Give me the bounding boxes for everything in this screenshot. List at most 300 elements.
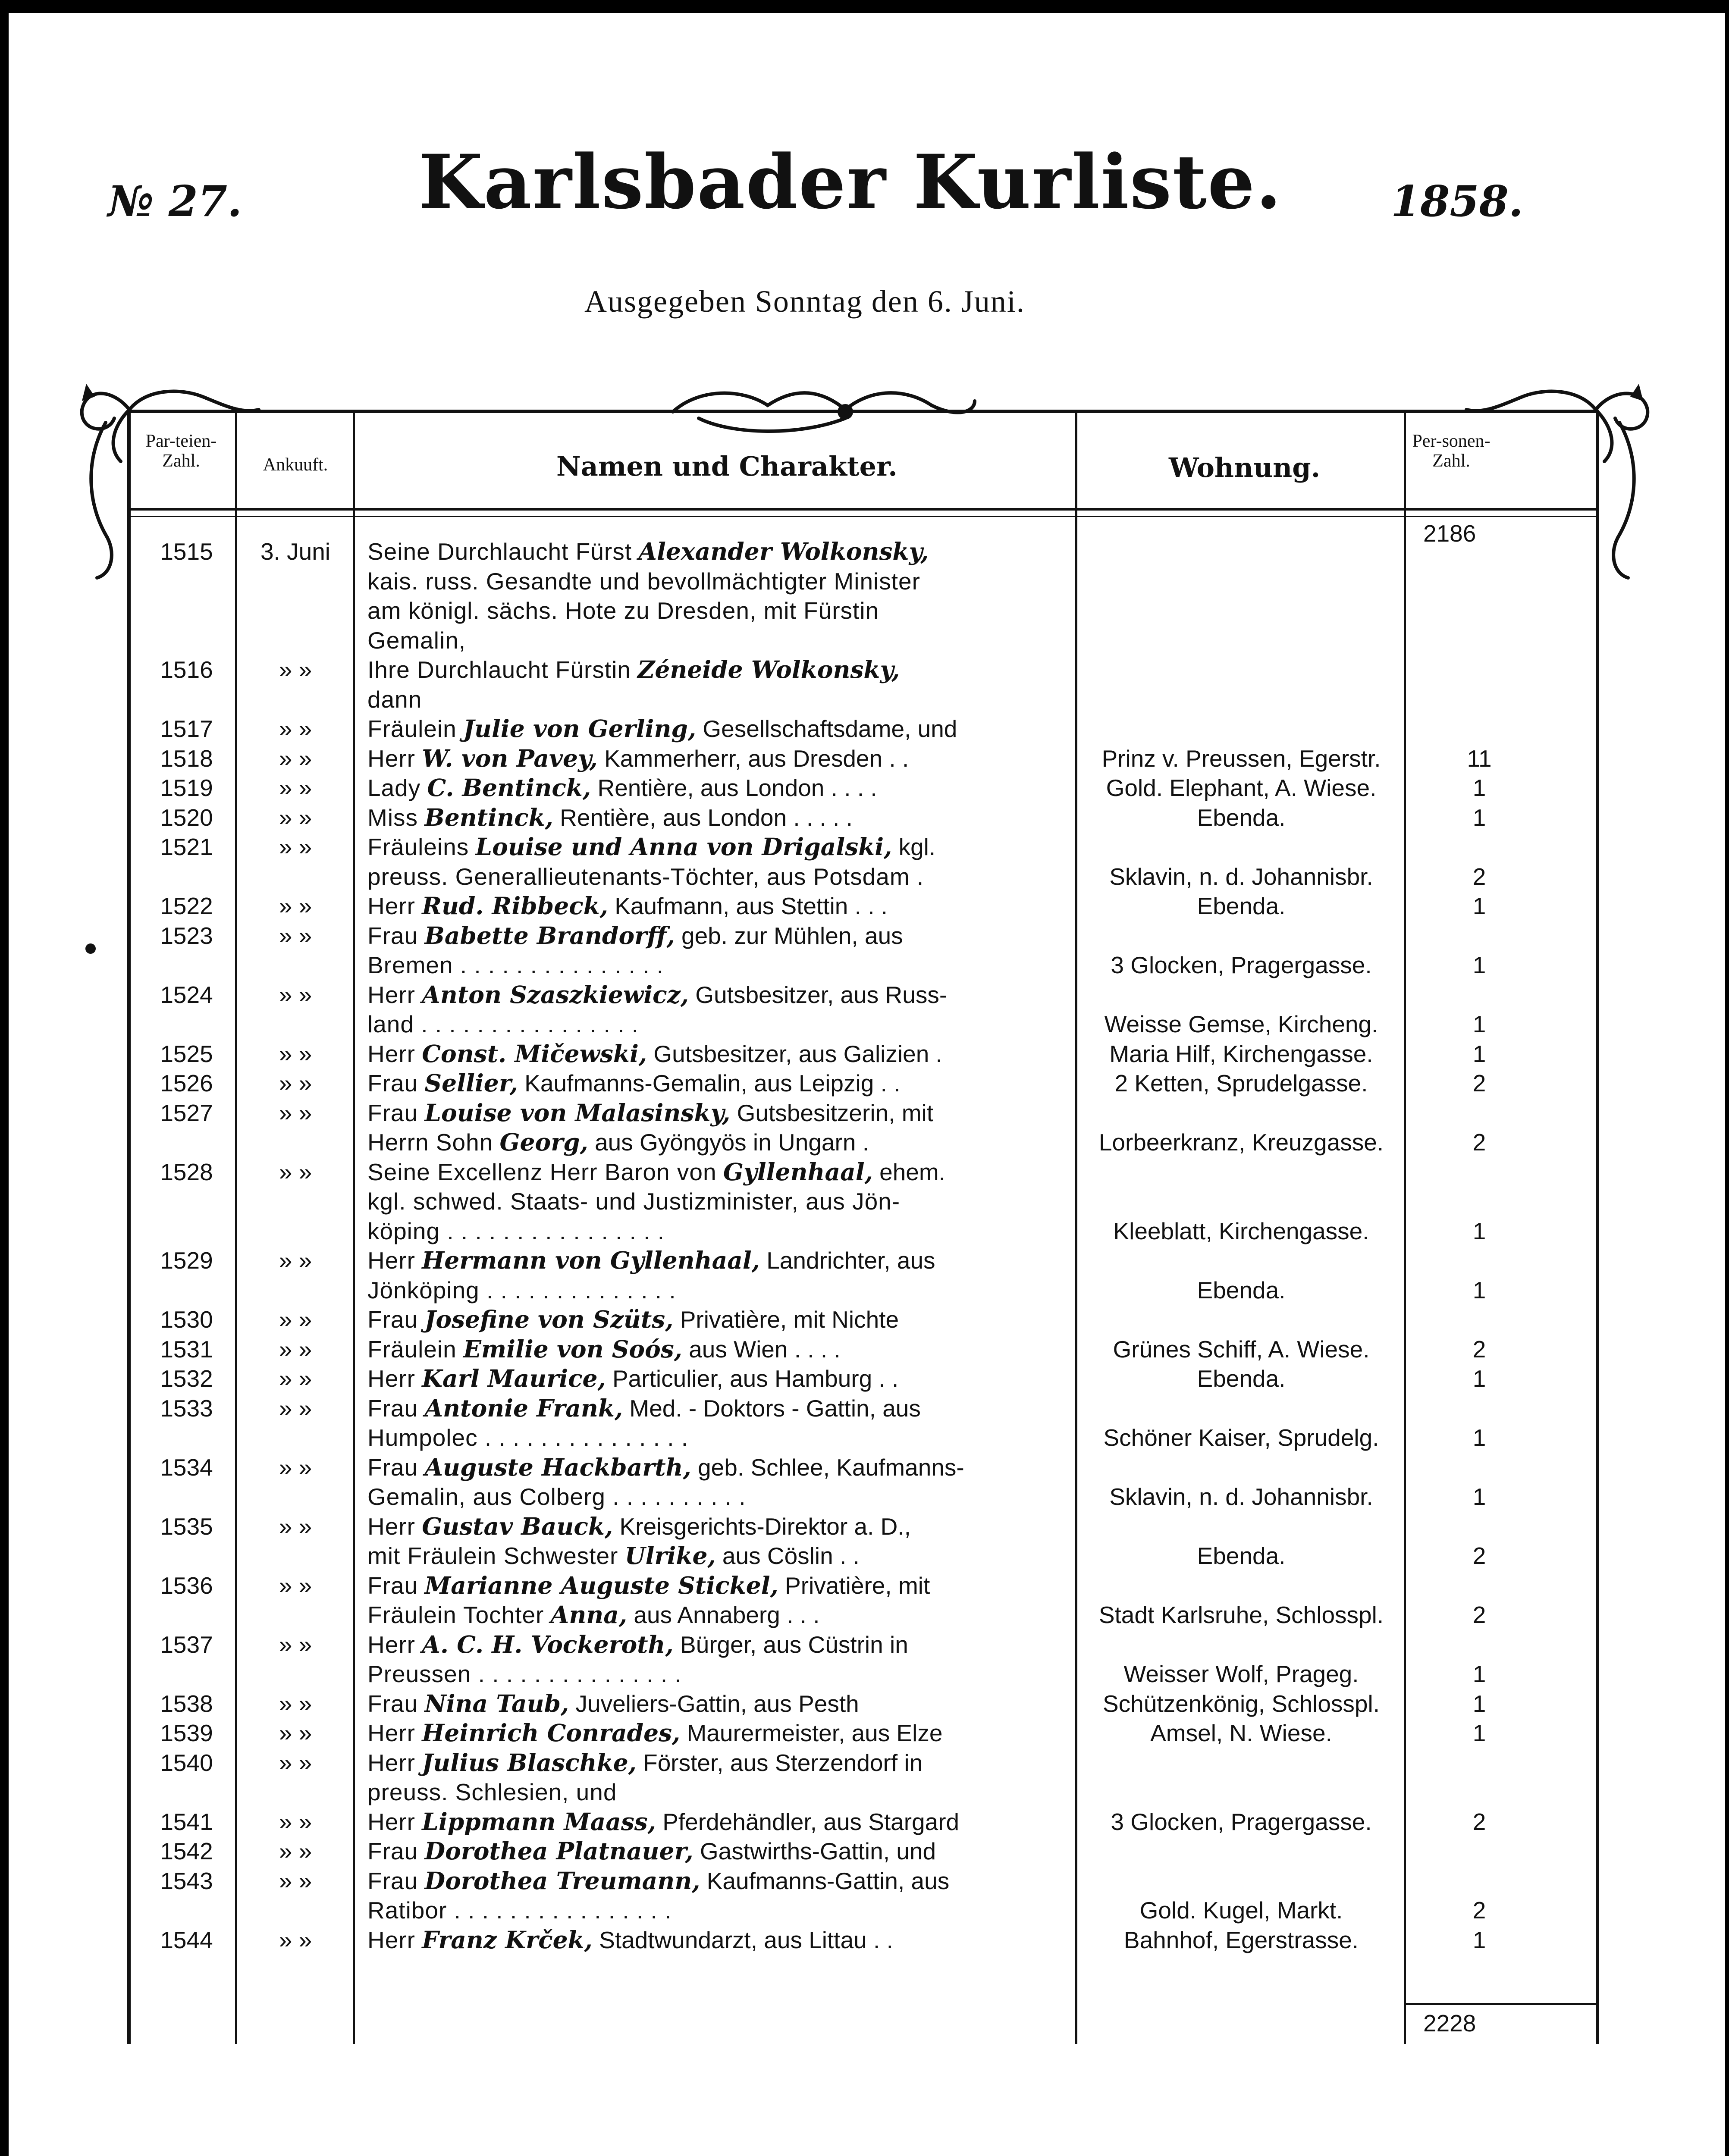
lodging: 3 Glocken, Pragergasse.: [1111, 1808, 1372, 1835]
guest-name: Dorothea Treumann,: [424, 1866, 700, 1895]
subtitle: Ausgegeben Sonntag den 6. Juni.: [584, 284, 1025, 319]
page-title: Karlsbader Kurliste.: [418, 138, 1283, 226]
name-and-character: [367, 1335, 1057, 1364]
entry-text: preuss. Schlesien, und: [367, 1779, 617, 1805]
lodging: Kleeblatt, Kirchengasse.: [1113, 1217, 1369, 1244]
entry-detail: aus Annaberg . . .: [634, 1601, 820, 1628]
person-count: 2: [1472, 1542, 1486, 1569]
entry-detail: Kammerherr, aus Dresden . .: [604, 745, 909, 772]
entry-text: Fräulein Tochter: [367, 1601, 544, 1628]
entry-text: Frau: [367, 1099, 418, 1126]
entry-number: 1532: [160, 1365, 213, 1392]
entry-text: Lady: [367, 774, 421, 801]
entry-detail: Kreisgerichts-Direktor a. D.,: [619, 1513, 911, 1540]
entry-number: 1523: [160, 922, 213, 949]
table-row: [0, 1777, 1729, 1807]
name-and-character: [367, 714, 1057, 743]
entry-detail: aus Cöslin . .: [722, 1542, 860, 1569]
table-row: [0, 1482, 1729, 1511]
name-and-character: [367, 1866, 1057, 1896]
entry-text: Fräuleins: [367, 834, 469, 860]
table-row: [0, 950, 1729, 980]
guest-name: Const. Mičewski,: [422, 1039, 647, 1068]
guest-name: Marianne Auguste Stickel,: [424, 1571, 778, 1599]
entry-number: 1528: [160, 1158, 213, 1185]
name-and-character: [367, 1748, 1057, 1777]
entry-text: Ihre Durchlaucht Fürstin: [367, 656, 631, 683]
lodging: Ebenda.: [1197, 1542, 1286, 1569]
entry-text: mit Fräulein Schwester: [367, 1542, 618, 1569]
table-row: [0, 1748, 1729, 1777]
guest-name: Anna,: [550, 1601, 628, 1629]
guest-name: Bentinck,: [424, 803, 553, 831]
entry-detail: Landrichter, aus: [766, 1247, 935, 1274]
entry-detail: Kaufmann, aus Stettin . . .: [615, 893, 888, 919]
arrival-date: » »: [279, 1926, 312, 1953]
guest-name: Rud. Ribbeck,: [422, 892, 608, 920]
entry-number: 1544: [160, 1926, 213, 1953]
entry-text: am königl. sächs. Hote zu Dresden, mit Fürstin: [367, 597, 879, 624]
entry-text: Frau: [367, 1070, 418, 1097]
table-row: [0, 596, 1729, 625]
arrival-date: » »: [279, 1395, 312, 1422]
arrival-date: » »: [279, 1867, 312, 1894]
table-row: [0, 1600, 1729, 1630]
arrival-date: » »: [279, 922, 312, 949]
name-and-character: [367, 537, 1057, 566]
lodging: Weisser Wolf, Prageg.: [1123, 1661, 1359, 1687]
col-header-namen: Namen und Charakter.: [556, 451, 897, 482]
entry-number: 1540: [160, 1749, 213, 1776]
lodging: Schöner Kaiser, Sprudelg.: [1103, 1424, 1379, 1451]
entry-text: kais. russ. Gesandte und bevollmächtigter Minister: [367, 567, 920, 595]
arrival-date: » »: [279, 1720, 312, 1746]
arrival-date: » »: [279, 1572, 312, 1599]
name-and-character: [367, 655, 1057, 684]
entry-number: 1541: [160, 1808, 213, 1835]
table-row: [0, 803, 1729, 832]
arrival-date: » »: [279, 1247, 312, 1274]
entry-number: 1533: [160, 1395, 213, 1422]
lodging: Sklavin, n. d. Johannisbr.: [1109, 863, 1373, 890]
guest-name: Zéneide Wolkonsky,: [637, 655, 900, 683]
person-count: 1: [1472, 1690, 1486, 1717]
name-and-character: [367, 950, 1057, 980]
arrival-date: 3. Juni: [260, 538, 331, 565]
table-row: [0, 1187, 1729, 1216]
entry-text: Jönköping . . . . . . . . . . . . . .: [367, 1276, 676, 1304]
table-row: [0, 1039, 1729, 1069]
name-and-character: [367, 1807, 1057, 1836]
guest-name: Auguste Hackbarth,: [424, 1453, 691, 1481]
table-row: [0, 1069, 1729, 1098]
arrival-date: » »: [279, 1631, 312, 1658]
name-and-character: [367, 1659, 1057, 1689]
person-count: 2: [1472, 1335, 1486, 1363]
guest-name: Hermann von Gyllenhaal,: [422, 1246, 760, 1274]
entry-text: Humpolec . . . . . . . . . . . . . . .: [367, 1424, 689, 1451]
name-and-character: [367, 891, 1057, 921]
guest-name: Babette Brandorff,: [424, 921, 675, 950]
entry-detail: Rentière, aus London . . . . .: [560, 804, 853, 831]
arrival-date: » »: [279, 715, 312, 742]
lodging: Sklavin, n. d. Johannisbr.: [1109, 1483, 1373, 1510]
entry-detail: geb. zur Mühlen, aus: [681, 922, 903, 949]
entry-detail: Gutsbesitzer, aus Galizien .: [653, 1040, 942, 1067]
lodging: Bahnhof, Egerstrasse.: [1123, 1926, 1359, 1953]
table-row: [0, 1364, 1729, 1393]
arrival-date: » »: [279, 804, 312, 831]
person-count: 1: [1472, 952, 1486, 978]
entry-text: Herr: [367, 1631, 415, 1658]
entry-number: 1518: [160, 745, 213, 772]
entry-detail: Kaufmanns-Gattin, aus: [706, 1867, 950, 1894]
arrival-date: » »: [279, 893, 312, 919]
entry-number: 1536: [160, 1572, 213, 1599]
entry-number: 1520: [160, 804, 213, 831]
entry-number: 1517: [160, 715, 213, 742]
person-count: 11: [1467, 745, 1492, 772]
name-and-character: [367, 1187, 1057, 1216]
name-and-character: [367, 1600, 1057, 1630]
arrival-date: » »: [279, 656, 312, 683]
guest-name: Karl Maurice,: [422, 1364, 606, 1392]
table-row: [0, 1571, 1729, 1600]
guest-name: Sellier,: [424, 1069, 518, 1097]
lodging: Weisse Gemse, Kircheng.: [1104, 1011, 1378, 1037]
entry-number: 1527: [160, 1099, 213, 1126]
table-row: [0, 1630, 1729, 1659]
name-and-character: [367, 1305, 1057, 1334]
table-row: [0, 655, 1729, 684]
name-and-character: [367, 1482, 1057, 1511]
name-and-character: [367, 596, 1057, 625]
entry-number: 1519: [160, 774, 213, 801]
lodging: Lorbeerkranz, Kreuzgasse.: [1098, 1129, 1384, 1156]
entry-text: Herr: [367, 1749, 415, 1776]
name-and-character: [367, 744, 1057, 773]
arrival-date: » »: [279, 1335, 312, 1363]
guest-name: Franz Krček,: [422, 1925, 593, 1954]
name-and-character: [367, 1896, 1057, 1925]
entry-detail: Privatière, mit Nichte: [680, 1306, 899, 1333]
person-count: 1: [1472, 1424, 1486, 1451]
carry-total: 2186: [1423, 520, 1476, 547]
entry-text: Herr: [367, 1720, 415, 1746]
person-count: 1: [1472, 1040, 1486, 1067]
name-and-character: [367, 773, 1057, 802]
guest-name: Anton Szaszkiewicz,: [422, 980, 689, 1009]
entry-number: 1529: [160, 1247, 213, 1274]
name-and-character: [367, 1128, 1057, 1157]
table-row: [0, 1512, 1729, 1541]
table-row: [0, 685, 1729, 714]
person-count: 1: [1472, 1011, 1486, 1037]
name-and-character: [367, 1216, 1057, 1246]
arrival-date: » »: [279, 1838, 312, 1865]
person-count: 1: [1472, 893, 1486, 919]
table-row: [0, 1925, 1729, 1955]
arrival-date: » »: [279, 1158, 312, 1185]
name-and-character: [367, 1718, 1057, 1748]
name-and-character: [367, 1630, 1057, 1659]
guest-name: Georg,: [499, 1128, 588, 1156]
table-row: [0, 891, 1729, 921]
guest-name: Lippmann Maass,: [422, 1807, 656, 1836]
lodging: Ebenda.: [1197, 1276, 1286, 1304]
lodging: Amsel, N. Wiese.: [1150, 1720, 1332, 1746]
arrival-date: » »: [279, 1690, 312, 1717]
arrival-date: » »: [279, 981, 312, 1008]
table-row: [0, 1453, 1729, 1482]
name-and-character: [367, 1571, 1057, 1600]
name-and-character: [367, 921, 1057, 950]
name-and-character: [367, 1453, 1057, 1482]
person-count: 2: [1472, 1897, 1486, 1924]
lodging: Ebenda.: [1197, 1365, 1286, 1392]
table-row: [0, 1896, 1729, 1925]
person-count: 1: [1472, 1276, 1486, 1304]
table-row: [0, 537, 1729, 566]
entry-number: 1543: [160, 1867, 213, 1894]
arrival-date: » »: [279, 1099, 312, 1126]
entry-number: 1537: [160, 1631, 213, 1658]
arrival-date: » »: [279, 1306, 312, 1333]
entry-text: Herr: [367, 1040, 415, 1067]
entry-detail: kgl.: [898, 834, 936, 860]
entry-number: 1521: [160, 834, 213, 860]
entry-detail: aus Wien . . . .: [689, 1335, 841, 1363]
entry-text: Herr: [367, 893, 415, 919]
header-rule-thin: [127, 516, 1598, 517]
table-row: [0, 1423, 1729, 1452]
table-row: [0, 1275, 1729, 1305]
table-row: [0, 1009, 1729, 1039]
entry-text: dann: [367, 686, 422, 713]
person-count: 1: [1472, 1926, 1486, 1953]
col-header-ankunft: Ankuuft.: [263, 455, 328, 475]
lodging: Stadt Karlsruhe, Schlosspl.: [1098, 1601, 1384, 1628]
table-row: [0, 1246, 1729, 1275]
guest-name: Nina Taub,: [424, 1689, 569, 1717]
lodging: Gold. Kugel, Markt.: [1139, 1897, 1343, 1924]
name-and-character: [367, 862, 1057, 891]
table-row: [0, 1807, 1729, 1836]
name-and-character: [367, 567, 1057, 596]
entry-text: Gemalin, aus Colberg . . . . . . . . . .: [367, 1483, 746, 1510]
entry-text: Herr: [367, 981, 415, 1008]
entry-number: 1516: [160, 656, 213, 683]
entry-text: Frau: [367, 1454, 418, 1481]
table-row: [0, 921, 1729, 950]
entry-text: Herr: [367, 1808, 415, 1835]
guest-name: Julius Blaschke,: [422, 1748, 637, 1777]
entry-text: Herr: [367, 745, 415, 772]
table-row: [0, 1541, 1729, 1570]
entry-text: köping . . . . . . . . . . . . . . . .: [367, 1217, 665, 1244]
entry-text: Herrn Sohn: [367, 1129, 493, 1156]
entry-text: Herr: [367, 1926, 415, 1953]
table-row: [0, 1305, 1729, 1334]
entry-text: Gemalin,: [367, 627, 466, 654]
person-count: 1: [1472, 1720, 1486, 1746]
name-and-character: [367, 1275, 1057, 1305]
lodging: Schützenkönig, Schlosspl.: [1102, 1690, 1380, 1717]
name-and-character: [367, 803, 1057, 832]
table-row: [0, 1866, 1729, 1896]
table-row: [0, 1335, 1729, 1364]
year: 1858.: [1391, 177, 1523, 226]
issue-number: № 27.: [108, 177, 242, 226]
entry-detail: Privatière, mit: [785, 1572, 930, 1599]
entry-detail: Rentière, aus London . . . .: [597, 774, 877, 801]
entry-detail: aus Gyöngyös in Ungarn .: [595, 1129, 869, 1156]
table-row: [0, 1718, 1729, 1748]
frame-top-line: [127, 410, 1598, 413]
person-count: 2: [1472, 1129, 1486, 1156]
name-and-character: [367, 685, 1057, 714]
guest-name: Emilie von Soós,: [463, 1335, 682, 1363]
guest-name: Gyllenhaal,: [723, 1157, 873, 1186]
entry-text: Bremen . . . . . . . . . . . . . . .: [367, 952, 664, 978]
table-row: [0, 714, 1729, 743]
entry-text: Frau: [367, 1867, 418, 1894]
entry-number: 1524: [160, 981, 213, 1008]
arrival-date: » »: [279, 1365, 312, 1392]
arrival-date: » »: [279, 1749, 312, 1776]
entry-text: Frau: [367, 1306, 418, 1333]
name-and-character: [367, 1364, 1057, 1393]
col-header-parteien: Par-teien-Zahl.: [145, 431, 217, 471]
guest-name: A. C. H. Vockeroth,: [422, 1630, 674, 1658]
header-rule: [127, 508, 1598, 511]
entry-detail: Förster, aus Sterzendorf in: [643, 1749, 923, 1776]
entry-number: 1522: [160, 893, 213, 919]
lodging: 3 Glocken, Pragergasse.: [1111, 952, 1372, 978]
entry-detail: Particulier, aus Hamburg . .: [612, 1365, 899, 1392]
entry-detail: Bürger, aus Cüstrin in: [680, 1631, 908, 1658]
person-count: 2: [1472, 1601, 1486, 1628]
arrival-date: » »: [279, 834, 312, 860]
table-row: [0, 773, 1729, 802]
entry-detail: Kaufmanns-Gemalin, aus Leipzig . .: [524, 1070, 901, 1097]
entry-text: Fräulein: [367, 715, 457, 742]
entry-number: 1515: [160, 538, 213, 565]
entry-text: Frau: [367, 1690, 418, 1717]
name-and-character: [367, 980, 1057, 1009]
name-and-character: [367, 1394, 1057, 1423]
arrival-date: » »: [279, 1808, 312, 1835]
name-and-character: [367, 1098, 1057, 1128]
name-and-character: [367, 626, 1057, 655]
entry-text: preuss. Generallieutenants-Töchter, aus Potsdam .: [367, 863, 924, 890]
person-count: 1: [1472, 1661, 1486, 1687]
entry-detail: Med. - Doktors - Gattin, aus: [629, 1395, 921, 1422]
lodging: Gold. Elephant, A. Wiese.: [1106, 774, 1377, 801]
name-and-character: [367, 1069, 1057, 1098]
guest-name: Julie von Gerling,: [463, 714, 697, 743]
lodging: Ebenda.: [1197, 804, 1286, 831]
table-row: [0, 567, 1729, 596]
entry-number: 1525: [160, 1040, 213, 1067]
table-row: [0, 980, 1729, 1009]
name-and-character: [367, 1777, 1057, 1807]
table-row: [0, 626, 1729, 655]
name-and-character: [367, 1009, 1057, 1039]
entry-text: Seine Durchlaucht Fürst: [367, 538, 632, 565]
guest-name: C. Bentinck,: [427, 774, 591, 802]
entry-detail: Pferdehändler, aus Stargard: [662, 1808, 960, 1835]
name-and-character: [367, 1512, 1057, 1541]
table-row: [0, 832, 1729, 862]
name-and-character: [367, 1836, 1057, 1866]
table-row: [0, 1128, 1729, 1157]
lodging: 2 Ketten, Sprudelgasse.: [1114, 1070, 1368, 1097]
table-row: [0, 862, 1729, 891]
entry-detail: Juveliers-Gattin, aus Pesth: [575, 1690, 859, 1717]
entry-detail: Gutsbesitzer, aus Russ-: [695, 981, 948, 1008]
guest-name: Louise von Malasinsky,: [424, 1098, 731, 1127]
lodging: Prinz v. Preussen, Egerstr.: [1101, 745, 1381, 772]
final-total: 2228: [1423, 2010, 1476, 2037]
entry-text: kgl. schwed. Staats- und Justizminister, aus Jön-: [367, 1188, 901, 1215]
name-and-character: [367, 1157, 1057, 1187]
table-row: [0, 1659, 1729, 1689]
entry-text: Preussen . . . . . . . . . . . . . . .: [367, 1661, 682, 1687]
entry-detail: geb. Schlee, Kaufmanns-: [698, 1454, 964, 1481]
entry-text: Seine Excellenz Herr Baron von: [367, 1158, 717, 1185]
arrival-date: » »: [279, 1454, 312, 1481]
person-count: 1: [1472, 804, 1486, 831]
entry-text: Frau: [367, 1395, 418, 1422]
name-and-character: [367, 1423, 1057, 1452]
entry-detail: Gastwirths-Gattin, und: [700, 1838, 936, 1865]
entry-text: Ratibor . . . . . . . . . . . . . . . .: [367, 1897, 672, 1924]
guest-name: Dorothea Platnauer,: [424, 1837, 693, 1865]
table-row: [0, 744, 1729, 773]
entry-text: Miss: [367, 804, 418, 831]
lodging: Ebenda.: [1197, 893, 1286, 919]
person-count: 2: [1472, 863, 1486, 890]
name-and-character: [367, 1246, 1057, 1275]
table-row: [0, 1689, 1729, 1718]
name-and-character: [367, 1925, 1057, 1955]
entry-number: 1526: [160, 1070, 213, 1097]
guest-name: Alexander Wolkonsky,: [638, 537, 929, 565]
arrival-date: » »: [279, 774, 312, 801]
person-count: 1: [1472, 1217, 1486, 1244]
entry-detail: ehem.: [879, 1158, 945, 1185]
guest-name: W. von Pavey,: [422, 744, 598, 772]
guest-name: Antonie Frank,: [424, 1394, 623, 1422]
entry-number: 1531: [160, 1335, 213, 1363]
name-and-character: [367, 1541, 1057, 1570]
arrival-date: » »: [279, 745, 312, 772]
entry-number: 1539: [160, 1720, 213, 1746]
name-and-character: [367, 1039, 1057, 1069]
total-rule: [1404, 2003, 1598, 2005]
entry-number: 1530: [160, 1306, 213, 1333]
guest-name: Heinrich Conrades,: [422, 1719, 681, 1747]
table-row: [0, 1216, 1729, 1246]
entry-number: 1535: [160, 1513, 213, 1540]
person-count: 2: [1472, 1070, 1486, 1097]
guest-name: Josefine von Szüts,: [424, 1305, 674, 1333]
entry-text: Frau: [367, 1572, 418, 1599]
arrival-date: » »: [279, 1070, 312, 1097]
person-count: 1: [1472, 1365, 1486, 1392]
col-header-wohnung: Wohnung.: [1169, 452, 1321, 483]
